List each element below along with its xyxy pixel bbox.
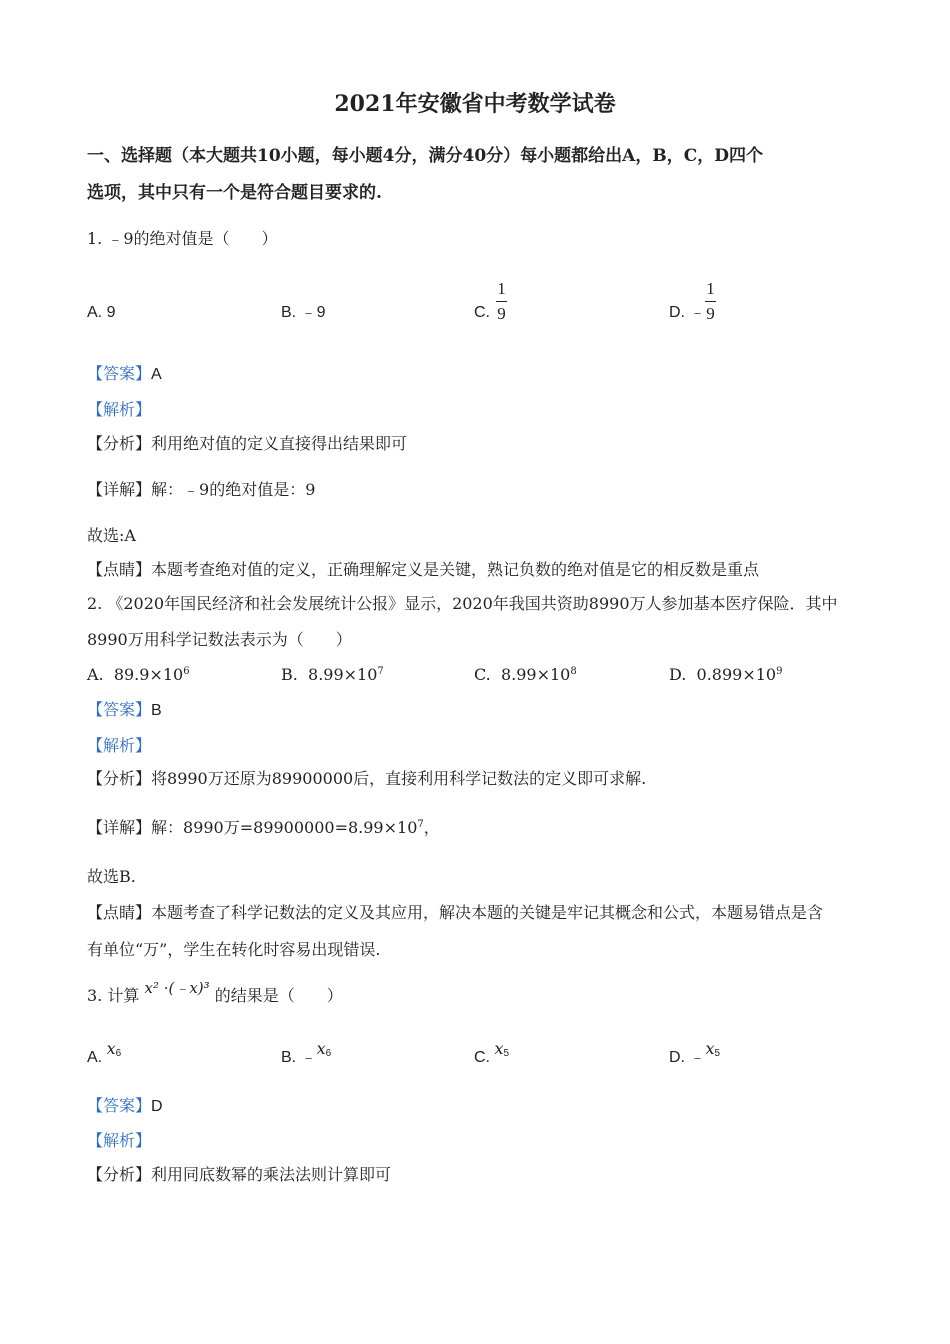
option-exponent: 6	[115, 1048, 122, 1059]
option-label: A.	[87, 1049, 103, 1066]
fenxi-tag: 【分析】	[87, 769, 152, 788]
fenxi-text: 利用绝对值的定义直接得出结果即可	[151, 434, 408, 453]
q1-dianjing	[87, 560, 759, 580]
q3-stem	[87, 979, 343, 1006]
option-exponent: 7	[377, 666, 384, 677]
q1-option-c-fraction	[496, 279, 507, 324]
q3-option-a	[87, 1039, 122, 1068]
option-exponent: 6	[183, 666, 190, 677]
q2-option-c	[474, 665, 577, 685]
q3-analysis-tag: 【解析】	[87, 1131, 152, 1150]
option-exponent: 6	[325, 1048, 332, 1059]
xiangjie-tag: 【详解】	[87, 480, 152, 499]
q2-dianjing-line2: 有单位“万”，学生在转化时容易出现错误.	[87, 940, 381, 959]
option-exponent: 8	[570, 666, 577, 677]
fraction-denominator: 9	[497, 304, 506, 323]
option-label: B.	[281, 665, 298, 684]
answer-value: D	[151, 1098, 163, 1115]
option-base: x	[106, 1039, 116, 1058]
answer-tag: 【答案】	[87, 1096, 152, 1115]
option-label: C.	[474, 1049, 490, 1066]
xiangjie-text: 解：﹣9的绝对值是：9	[151, 480, 316, 499]
section-heading-line2: 选项，其中只有一个是符合题目要求的.	[87, 183, 382, 203]
q1-option-c-label: C.	[474, 304, 490, 321]
q1-option-c	[474, 279, 506, 323]
q1-option-b: B. ﹣9	[281, 304, 326, 321]
q3-expression: x² ·(﹣x)³	[144, 979, 210, 997]
q3-answer	[87, 1096, 163, 1117]
option-base: x	[494, 1039, 504, 1058]
q2-fenxi	[87, 769, 646, 789]
q1-option-d-fraction	[705, 279, 716, 324]
fraction-numerator: 1	[706, 279, 715, 298]
q1-fenxi	[87, 434, 407, 454]
dianjing-text: 本题考查绝对值的定义，正确理解定义是关键，熟记负数的绝对值是它的相反数是重点	[151, 560, 760, 579]
q1-option-d-label: D. ﹣	[669, 304, 706, 321]
dianjing-tag: 【点睛】	[87, 560, 152, 579]
option-label: D.	[669, 665, 687, 684]
option-base: x	[705, 1039, 715, 1058]
option-mantissa: 8.99×10	[500, 665, 571, 684]
option-label: B.	[281, 1049, 297, 1066]
q1-xiangjie	[87, 480, 315, 500]
q2-stem-line2: 8990万用科学记数法表示为（ ）	[87, 630, 352, 649]
fraction-denominator: 9	[706, 304, 715, 323]
q3-option-b	[281, 1039, 332, 1068]
fraction-bar	[496, 301, 507, 302]
option-sign: ﹣	[689, 1049, 706, 1066]
q1-guxuan: 故选:A	[87, 526, 136, 545]
option-label: A.	[87, 665, 104, 684]
fenxi-text: 利用同底数幂的乘法法则计算即可	[151, 1165, 392, 1184]
fenxi-tag: 【分析】	[87, 1165, 152, 1184]
fenxi-text: 将8990万还原为89900000后，直接利用科学记数法的定义即可求解.	[151, 769, 647, 788]
q2-xiangjie	[87, 818, 440, 838]
option-mantissa: 89.9×10	[113, 665, 184, 684]
q2-option-b	[281, 665, 384, 685]
q3-option-d	[669, 1039, 721, 1068]
q3-stem-post: 的结果是（ ）	[214, 986, 343, 1005]
option-mantissa: 8.99×10	[308, 665, 378, 684]
q2-dianjing-line1	[87, 903, 823, 923]
option-label: C.	[474, 665, 491, 684]
q1-analysis-tag: 【解析】	[87, 400, 152, 419]
option-base: x	[316, 1039, 326, 1058]
q2-stem-line1: 2. 《2020年国民经济和社会发展统计公报》显示，2020年我国共资助8990万人参加基本医疗保险．其中	[87, 594, 838, 613]
q3-fenxi	[87, 1165, 391, 1185]
q1-answer	[87, 364, 162, 385]
option-sign: ﹣	[300, 1049, 317, 1066]
q3-option-c	[474, 1039, 510, 1068]
answer-value: A	[151, 366, 162, 383]
q2-answer	[87, 700, 162, 721]
xiangjie-end: ，	[423, 818, 440, 837]
xiangjie-text: 解：8990万=89900000=8.99×10	[151, 818, 418, 837]
q2-guxuan: 故选B.	[87, 867, 136, 886]
fraction-numerator: 1	[497, 279, 506, 298]
q3-stem-pre: 3. 计算	[87, 986, 140, 1005]
option-exponent: 5	[503, 1048, 510, 1059]
option-label: D.	[669, 1049, 685, 1066]
option-mantissa: 0.899×10	[696, 665, 777, 684]
fenxi-tag: 【分析】	[87, 434, 152, 453]
dianjing-tag: 【点睛】	[87, 903, 152, 922]
q2-analysis-tag: 【解析】	[87, 736, 152, 755]
option-exponent: 9	[776, 666, 783, 677]
q2-option-a	[87, 665, 190, 685]
section-heading-line1: 一、选择题（本大题共10小题，每小题4分，满分40分）每小题都给出A，B，C，D四个	[87, 146, 763, 166]
answer-tag: 【答案】	[87, 364, 152, 383]
option-exponent: 5	[714, 1048, 721, 1059]
xiangjie-tag: 【详解】	[87, 818, 152, 837]
answer-tag: 【答案】	[87, 700, 152, 719]
q1-stem: 1. ﹣9的绝对值是（ ）	[87, 229, 278, 248]
q2-option-d	[669, 665, 782, 685]
q1-option-a: A. 9	[87, 304, 116, 321]
fraction-bar	[705, 301, 716, 302]
page-title: 2021年安徽省中考数学试卷	[334, 91, 616, 117]
q1-option-d	[669, 279, 715, 323]
xiangjie-exponent: 7	[417, 819, 424, 830]
dianjing-text: 本题考查了科学记数法的定义及其应用，解决本题的关键是牢记其概念和公式，本题易错点是含	[151, 903, 824, 922]
answer-value: B	[151, 702, 162, 719]
